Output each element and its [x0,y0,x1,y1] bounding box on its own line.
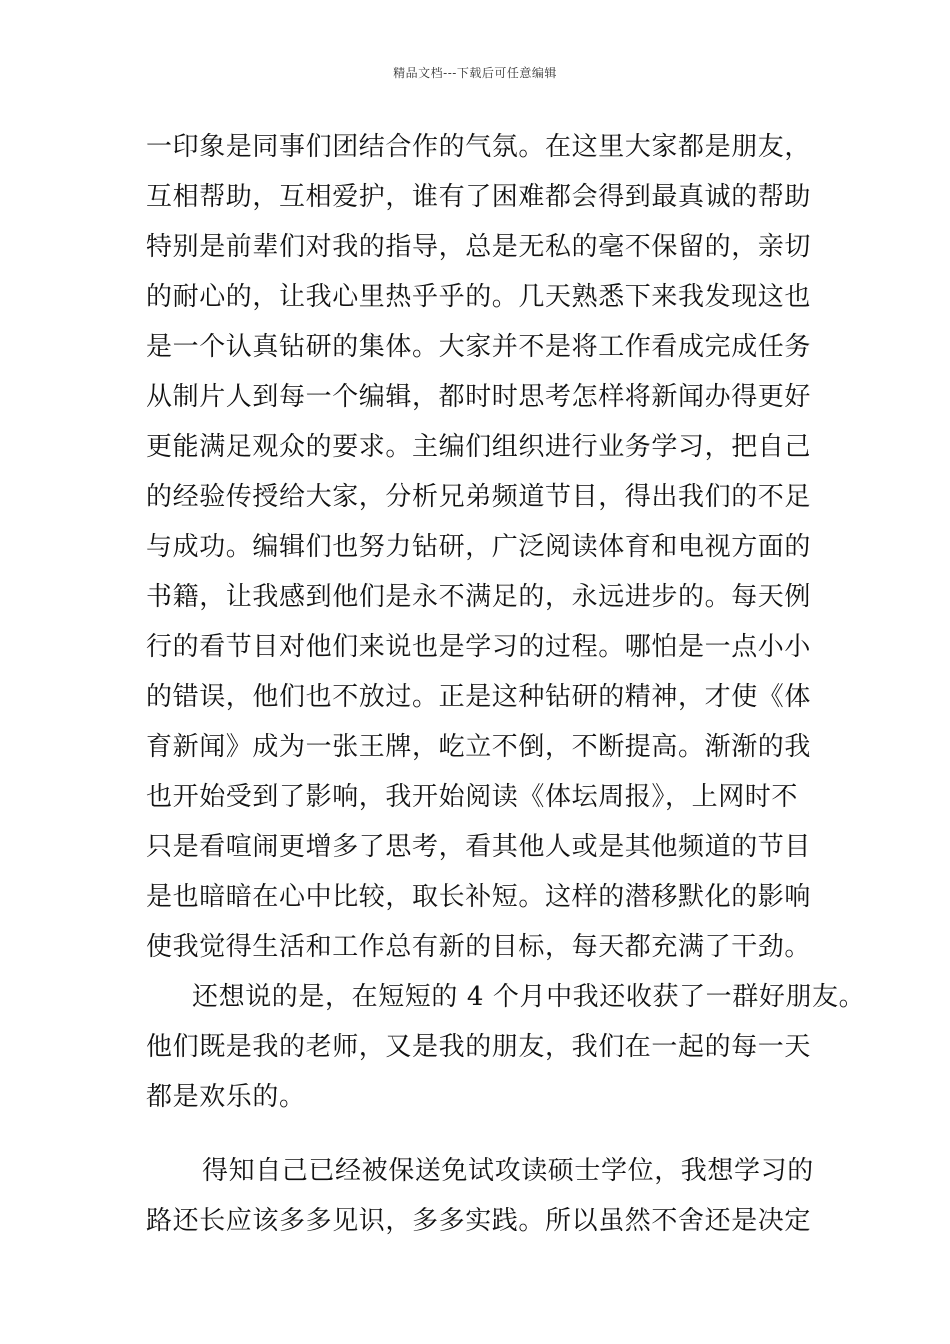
document-body [146,122,866,1246]
text-line: 也开始受到了影响，我开始阅读《体坛周报》，上网时不 [146,782,799,812]
text-line: 他们既是我的老师，又是我的朋友，我们在一起的每一天 [146,1032,812,1062]
text-line: 行的看节目对他们来说也是学习的过程。哪怕是一点小小 [146,632,812,662]
text-line: 的错误，他们也不放过。正是这种钻研的精神，才使《体 [146,682,812,712]
paragraph-gap [146,1122,826,1146]
text-line: 互相帮助，互相爱护，谁有了困难都会得到最真诚的帮助 [146,182,812,212]
paragraph-2 [146,972,866,1122]
text-line: 使我觉得生活和工作总有新的目标，每天都充满了干劲。 [146,932,812,962]
text-line: 与成功。编辑们也努力钻研，广泛阅读体育和电视方面的 [146,532,812,562]
text-line: 路还长应该多多见识，多多实践。所以虽然不舍还是决定 [146,1206,812,1236]
text-line: 都是欢乐的。 [146,1082,306,1112]
page-header: 精品文档---下载后可任意编辑 [393,66,557,80]
text-line: 特别是前辈们对我的指导，总是无私的毫不保留的，亲切 [146,232,812,262]
text-line: 是一个认真钻研的集体。大家并不是将工作看成完成任务 [146,332,812,362]
text-line: 更能满足观众的要求。主编们组织进行业务学习，把自己 [146,432,812,462]
text-line: 的经验传授给大家，分析兄弟频道节目，得出我们的不足 [146,482,812,512]
text-line: 育新闻》成为一张王牌，屹立不倒，不断提高。渐渐的我 [146,732,812,762]
text-line: 只是看喧闹更增多了思考，看其他人或是其他频道的节目 [146,832,812,862]
text-line: 的耐心的，让我心里热乎乎的。几天熟悉下来我发现这也 [146,282,812,312]
text-line: 是也暗暗在心中比较，取长补短。这样的潜移默化的影响 [146,882,812,912]
text-line: 从制片人到每一个编辑，都时时思考怎样将新闻办得更好 [146,382,812,412]
text-line: 一印象是同事们团结合作的气氛。在这里大家都是朋友， [146,132,812,162]
paragraph-3 [146,1146,826,1246]
text-line: 得知自己已经被保送免试攻读硕士学位，我想学习的 [202,1156,814,1186]
text-line: 书籍，让我感到他们是永不满足的，永远进步的。每天例 [146,582,812,612]
paragraph-1 [146,122,826,972]
text-line: 还想说的是，在短短的 4 个月中我还收获了一群好朋友。 [192,982,866,1012]
